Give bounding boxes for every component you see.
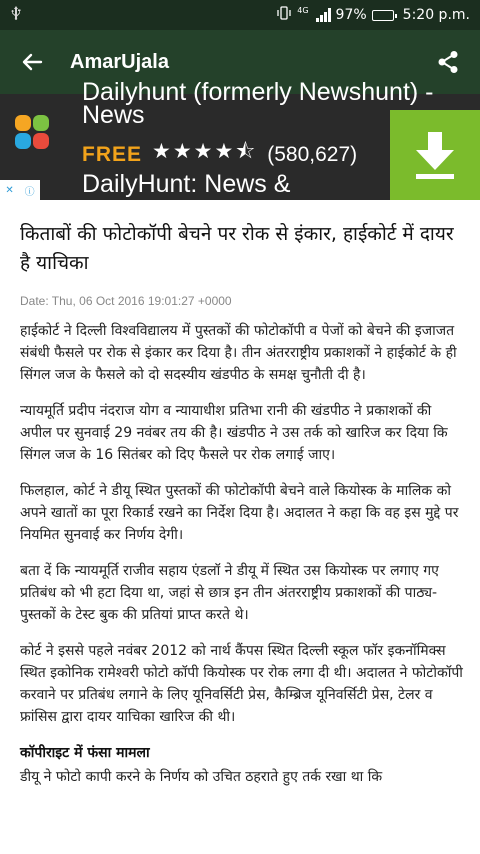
ad-banner[interactable] xyxy=(0,78,480,200)
article-paragraph: हाईकोर्ट ने दिल्ली विश्वविद्यालय में पुस्तकों की फोटोकॉपी व पेजों को बेचने की इजाजत संबंधी फैसले पर रोक से इंकार कर दिया है। तीन अंतरराष्ट्रीय प्रकाशकों ने हाईकोर्ट के ही सिंगल जज के फैसले को दो सदस्यीय खंडपीठ के समक्ष चुनौती दी है। xyxy=(20,323,457,383)
ad-rating-row xyxy=(82,137,357,172)
ad-choices-badge[interactable] xyxy=(0,180,40,200)
ad-app-subtitle: DailyHunt: News & xyxy=(82,170,291,198)
share-icon xyxy=(437,50,459,74)
adchoices-icon[interactable]: ⓘ xyxy=(24,186,35,198)
signal-icon xyxy=(316,8,331,22)
article-paragraph: बता दें कि न्यायमूर्ति राजीव सहाय एंडलॉ ने डीयू में स्थित उस कियोस्क पर लगाए गए प्रतिबंध को भी हटा दिया था, जहां से छात्र इन तीन अंतरराष्ट्रीय प्रकाशकों की पाठ्य-पुस्तकों के टेस्ट बुक की प्रतियां प्राप्त करते थे। xyxy=(20,563,439,623)
ad-price: FREE xyxy=(82,142,143,166)
ad-review-count: (580,627) xyxy=(267,142,358,166)
article-paragraph: कोर्ट ने इससे पहले नवंबर 2012 को नार्थ कैंपस स्थित दिल्ली स्कूल फॉर इकनॉमिक्स स्थित इकोनिक रामेश्वरी फोटो कॉपी कियोस्क पर रोक लगा दी थी। अदालत ने फोटोकॉपी करवाने पर प्रतिबंध लगाने के लिए यूनिवर्सिटी प्रेस, कैम्ब्रिज यूनिवर्सिटी प्रेस, टेलर व फ्रांसिस द्वारा दायर याचिका खारिज की थी। xyxy=(20,643,463,725)
status-bar xyxy=(0,0,480,30)
ad-app-name: News xyxy=(82,101,145,129)
download-icon xyxy=(412,130,458,180)
article-paragraph: फिलहाल, कोर्ट ने डीयू स्थित पुस्तकों की फोटोकॉपी बेचने वाले कियोस्क के मालिक को अपने खातों का पूरा रिकार्ड रखने का निर्देश दिया है। अदालत ने कहा कि वह इस मुद्दे पर नियमित सुनवाई कर निर्णय देगी। xyxy=(20,483,459,543)
arrow-left-icon xyxy=(21,51,43,73)
close-icon[interactable]: ✕ xyxy=(5,184,14,196)
usb-icon xyxy=(10,6,22,24)
article-date: Date: Thu, 06 Oct 2016 19:01:27 +0000 xyxy=(20,294,232,308)
app-title: AmarUjala xyxy=(70,50,169,73)
article-headline: किताबों की फोटोकॉपी बेचने पर रोक से इंकार, हाईकोर्ट में दायर है याचिका xyxy=(20,223,454,274)
dailyhunt-logo-icon xyxy=(14,114,50,150)
star-rating-icon: ★★★★⯪ xyxy=(152,140,258,163)
vibrate-icon xyxy=(276,6,292,24)
battery-percent: 97% xyxy=(335,7,367,23)
article xyxy=(20,220,466,788)
ad-partial-title: Dailyhunt (formerly Newshunt) - xyxy=(82,78,434,106)
ad-download-button[interactable] xyxy=(390,110,480,200)
back-button[interactable] xyxy=(16,46,48,78)
article-subheading: कॉपीराइट में फंसा मामला xyxy=(20,745,150,761)
clock: 5:20 p.m. xyxy=(402,7,470,23)
article-paragraph: न्यायमूर्ति प्रदीप नंदराज योग व न्यायाधीश प्रतिभा रानी की खंडपीठ ने प्रकाशकों की अपील पर सुनवाई 29 नवंबर तय की है। खंडपीठ ने उस तर्क को खारिज कर दिया कि सिंगल जज के 16 सितंबर को दिए फैसले पर रोक लगाई जाए। xyxy=(20,403,448,463)
article-paragraph: डीयू ने फोटो कापी करने के निर्णय को उचित ठहराते हुए तर्क रखा था कि xyxy=(20,769,383,785)
share-button[interactable] xyxy=(432,46,464,78)
network-type: 4G xyxy=(297,6,309,15)
battery-icon xyxy=(372,10,394,21)
